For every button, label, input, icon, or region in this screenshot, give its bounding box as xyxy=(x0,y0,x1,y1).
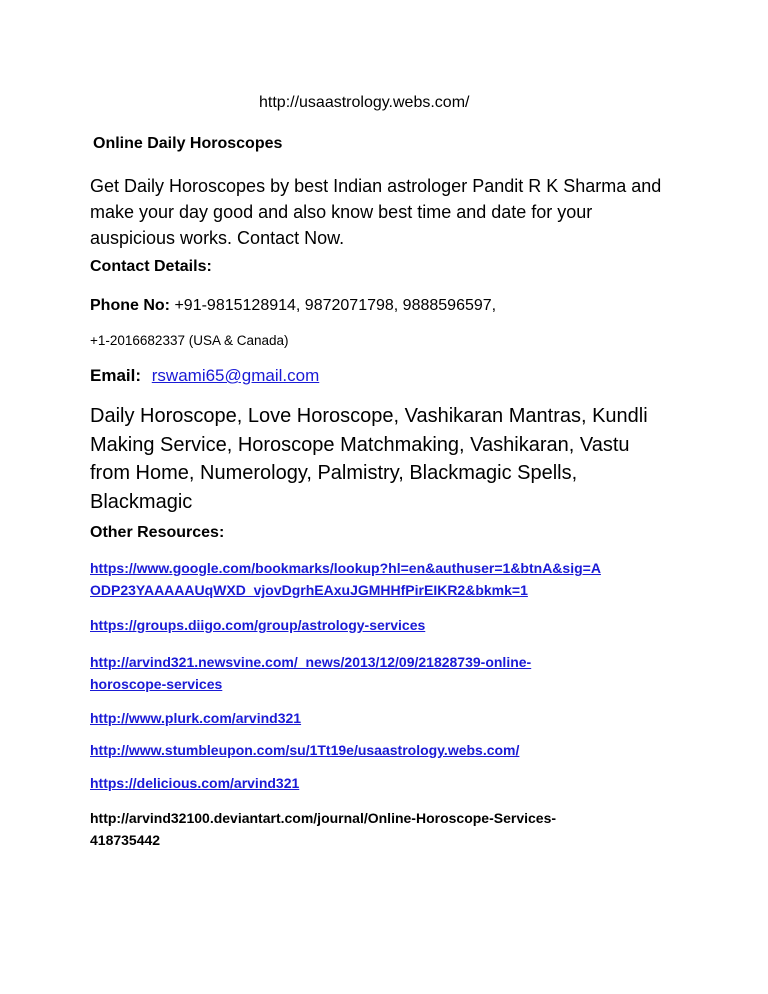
link-line[interactable]: https://www.google.com/bookmarks/lookup?hl=en&authuser=1&btnA&sig=A xyxy=(90,560,601,576)
intro-paragraph xyxy=(90,173,690,251)
stumbleupon-link[interactable]: http://www.stumbleupon.com/su/1Tt19e/usaastrology.webs.com/ xyxy=(90,742,520,758)
google-bookmarks-link[interactable] xyxy=(90,557,690,601)
link-line[interactable]: ODP23YAAAAAUqWXD_vjovDgrhEAxuJGMHHfPirEIKR2&bkmk=1 xyxy=(90,582,528,598)
link-line[interactable]: http://arvind321.newsvine.com/_news/2013/12/09/21828739-online- xyxy=(90,654,532,670)
plurk-link[interactable]: http://www.plurk.com/arvind321 xyxy=(90,710,302,726)
contact-title: Contact Details: xyxy=(90,258,212,275)
other-resources-title: Other Resources: xyxy=(90,524,225,541)
services-line: Daily Horoscope, Love Horoscope, Vashikaran Mantras, Kundli xyxy=(90,405,648,427)
phone-secondary: +1-2016682337 (USA & Canada) xyxy=(90,333,289,348)
email-label: Email: xyxy=(90,366,142,385)
email-line xyxy=(90,366,690,386)
top-url: http://usaastrology.webs.com/ xyxy=(259,94,470,111)
intro-line: Get Daily Horoscopes by best Indian astrologer Pandit R K Sharma and xyxy=(90,176,662,196)
diigo-link[interactable]: https://groups.diigo.com/group/astrology-services xyxy=(90,617,426,633)
services-line: from Home, Numerology, Palmistry, Blackmagic Spells, xyxy=(90,462,578,484)
phone-numbers: +91-9815128914, 9872071798, 9888596597, xyxy=(174,297,497,314)
deviantart-text xyxy=(90,807,690,851)
newsvine-link[interactable] xyxy=(90,651,690,695)
phone-label: Phone No: xyxy=(90,297,170,314)
intro-line: auspicious works. Contact Now. xyxy=(90,228,345,248)
delicious-link[interactable]: https://delicious.com/arvind321 xyxy=(90,775,300,791)
page-heading: Online Daily Horoscopes xyxy=(93,135,283,152)
text-line: 418735442 xyxy=(90,832,161,848)
text-line: http://arvind32100.deviantart.com/journal/Online-Horoscope-Services- xyxy=(90,810,557,826)
services-line: Blackmagic xyxy=(90,490,193,513)
link-line[interactable]: horoscope-services xyxy=(90,676,223,692)
intro-line: make your day good and also know best time and date for your xyxy=(90,202,593,222)
services-line: Making Service, Horoscope Matchmaking, Vashikaran, Vastu xyxy=(90,433,630,456)
email-link[interactable]: rswami65@gmail.com xyxy=(151,366,320,385)
services-paragraph xyxy=(90,402,690,516)
phone-line xyxy=(90,297,690,315)
